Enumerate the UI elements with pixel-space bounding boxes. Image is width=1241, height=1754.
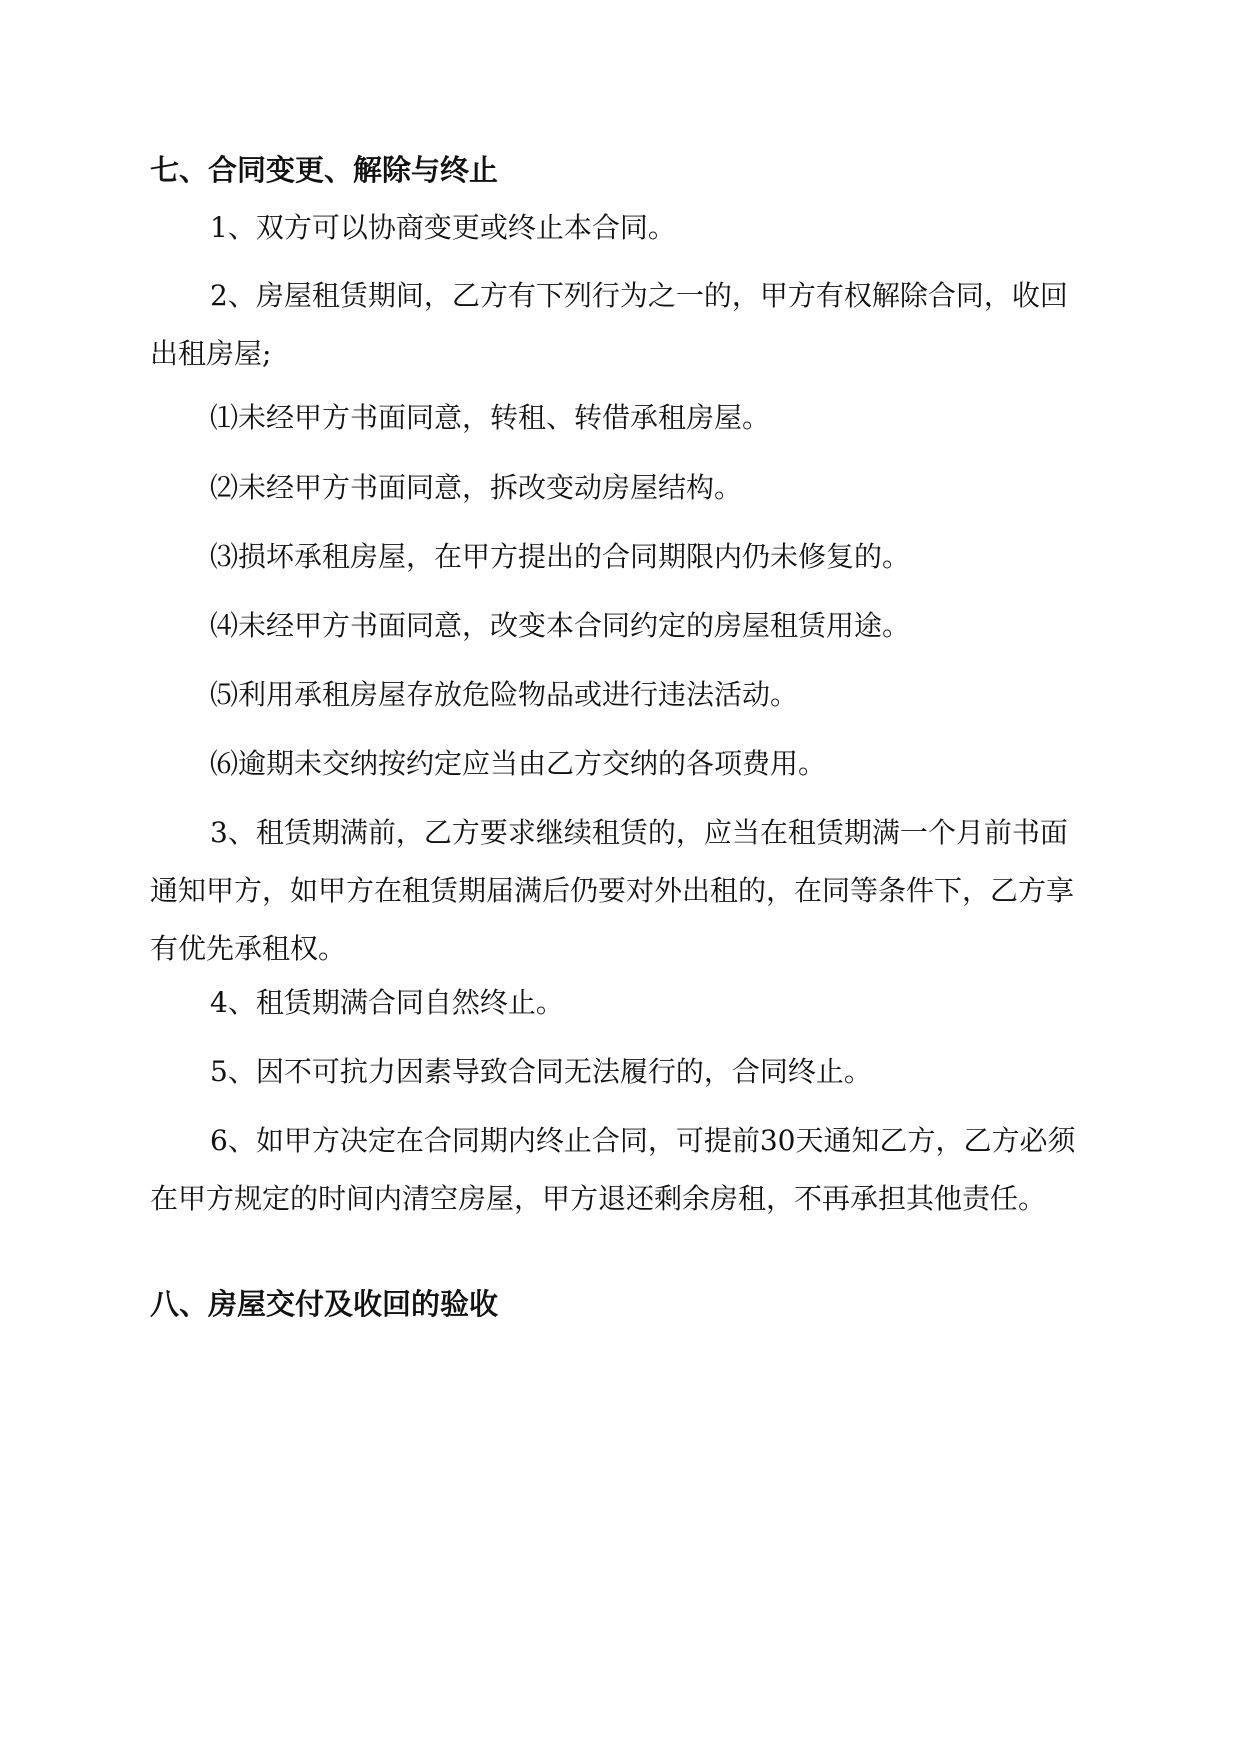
clause-2: 2、房屋租赁期间，乙方有下列行为之一的，甲方有权解除合同，收回出租房屋; [150,279,1068,370]
clause-6: 6、如甲方决定在合同期内终止合同，可提前30天通知乙方，乙方必须在甲方规定的时间内清空房屋，甲方退还剩余房租，不再承担其他责任。 [150,1124,1076,1215]
clause-2-item-2: ⑵未经甲方书面同意，拆改变动房屋结构。 [210,471,743,504]
section-heading-8: 八、房屋交付及收回的验收 [150,1287,499,1321]
clause-5: 5、因不可抗力因素导致合同无法履行的，合同终止。 [210,1055,872,1088]
clause-1: 1、双方可以协商变更或终止本合同。 [210,211,676,244]
clause-3: 3、租赁期满前，乙方要求继续租赁的，应当在租赁期满一个月前书面通知甲方，如甲方在租赁期届满后仍要对外出租的，在同等条件下，乙方享有优先承租权。 [150,816,1075,965]
clause-4: 4、租赁期满合同自然终止。 [210,986,564,1019]
clause-2-item-3: ⑶损坏承租房屋，在甲方提出的合同期限内仍未修复的。 [210,540,911,573]
section-heading-7: 七、合同变更、解除与终止 [150,153,499,187]
clause-2-item-1: ⑴未经甲方书面同意，转租、转借承租房屋。 [210,401,771,434]
clause-2-item-5: ⑸利用承租房屋存放危险物品或进行违法活动。 [210,678,799,711]
clause-2-item-4: ⑷未经甲方书面同意，改变本合同约定的房屋租赁用途。 [210,609,911,642]
clause-2-item-6: ⑹逾期未交纳按约定应当由乙方交纳的各项费用。 [210,747,827,780]
